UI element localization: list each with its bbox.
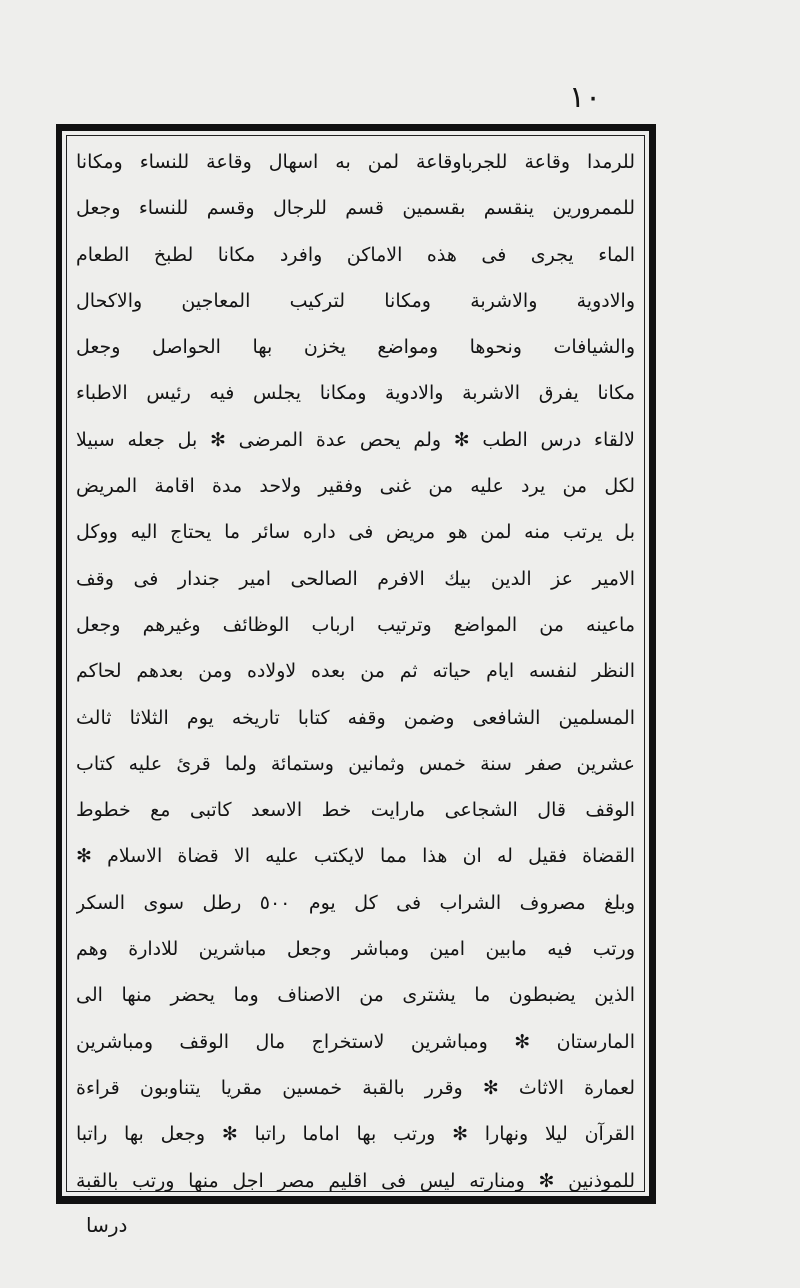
text-line: النظر لنفسه ايام حياته ثم من بعده لاولاده ومن بعدهم لحاكم xyxy=(76,660,635,683)
text-line: لكل من يرد عليه من غنى وفقير ولاحد مدة اقامة المريض xyxy=(76,475,635,498)
text-line: الذين يضبطون ما يشترى من الاصناف وما يحضر منها الى xyxy=(76,984,635,1007)
text-line: للممرورين ينقسم بقسمين قسم للرجال وقسم للنساء وجعل xyxy=(76,197,635,220)
page-number: ١٠ xyxy=(568,80,602,115)
text-line: والادوية والاشربة ومكانا لتركيب المعاجين والاكحال xyxy=(76,289,635,312)
text-line: القضاة فقيل له ان هذا مما لايكتب عليه الا قضاة الاسلام ✻ xyxy=(76,845,635,868)
text-line: الماء يجرى فى هذه الاماكن وافرد مكانا لطبخ الطعام xyxy=(76,243,635,266)
text-line: المارستان ✻ ومباشرين لاستخراج مال الوقف ومباشرين xyxy=(76,1030,635,1053)
text-line: والشيافات ونحوها ومواضع يخزن بها الحواصل وجعل xyxy=(76,336,635,359)
text-line: للرمدا وقاعة للجرباوقاعة لمن به اسهال وقاعة للنساء ومكانا xyxy=(76,151,635,173)
text-line: عشرين صفر سنة خمس وثمانين وستمائة ولما قرئ عليه كتاب xyxy=(76,752,635,775)
text-line: الوقف قال الشجاعى مارايت خط الاسعد كاتبى مع خطوط xyxy=(76,799,635,822)
text-line: الامير عز الدين بيك الافرم الصالحى امير جندار فى وقف xyxy=(76,567,635,590)
text-frame xyxy=(56,124,656,1204)
text-line: مكانا يفرق الاشربة والادوية ومكانا يجلس فيه رئيس الاطباء xyxy=(76,382,635,405)
text-line: بل يرتب منه لمن هو مريض فى داره سائر ما يحتاج اليه ووكل xyxy=(76,521,635,544)
text-line: لعمارة الاثاث ✻ وقرر بالقبة خمسين مقريا يتناوبون قراءة xyxy=(76,1076,635,1099)
text-line: المسلمين الشافعى وضمن وقفه كتابا تاريخه يوم الثلاثا ثالث xyxy=(76,706,635,729)
text-line: القرآن ليلا ونهارا ✻ ورتب بها اماما راتبا ✻ وجعل بها راتبا xyxy=(76,1123,635,1146)
text-line: ماعينه من المواضع وترتيب ارباب الوظائف وغيرهم وجعل xyxy=(76,613,635,636)
catchword: درسا xyxy=(86,1213,128,1237)
text-line: لالقاء درس الطب ✻ ولم يحص عدة المرضى ✻ بل جعله سبيلا xyxy=(76,428,635,451)
text-block xyxy=(76,139,635,1192)
text-line: وبلغ مصروف الشراب فى كل يوم ٥٠٠ رطل سوى السكر xyxy=(76,891,635,914)
text-line: للموذنين ✻ ومنارته ليس فى اقليم مصر اجل منها ورتب بالقبة xyxy=(76,1169,635,1192)
text-line: ورتب فيه مابين امين ومباشر وجعل مباشرين للادارة وهم xyxy=(76,938,635,961)
